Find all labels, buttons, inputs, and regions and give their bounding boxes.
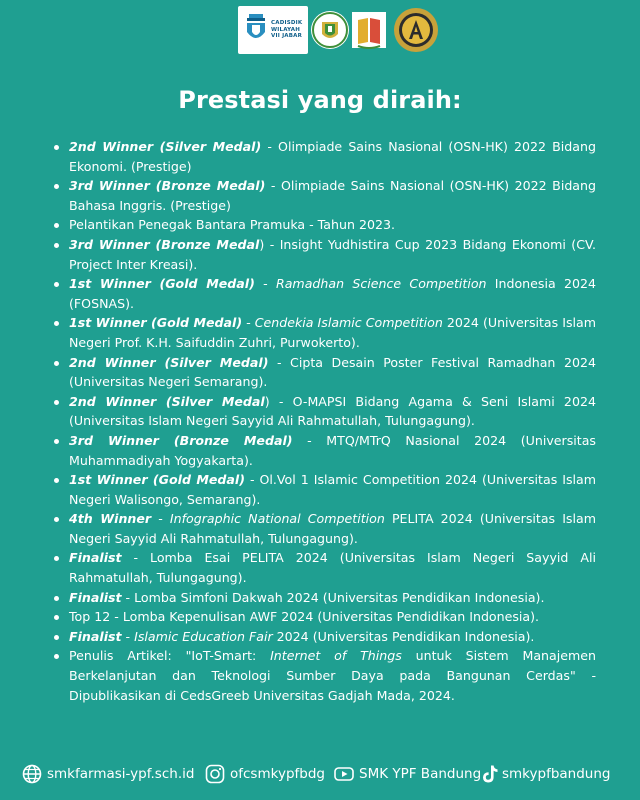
cadisdik-emblem-icon bbox=[244, 14, 268, 44]
list-item-text: Internet of Things bbox=[270, 648, 402, 664]
list-item bbox=[52, 588, 596, 608]
list-item bbox=[52, 274, 596, 313]
list-item-text: 2nd Winner (Silver Medal) bbox=[69, 354, 269, 370]
list-item bbox=[52, 627, 596, 647]
list-item-text: 3rd Winner (Bronze Medal) bbox=[69, 178, 266, 194]
list-item-text: Finalist bbox=[69, 589, 122, 605]
list-item-text: Cendekia Islamic Competition bbox=[254, 315, 443, 331]
youtube-text: SMK YPF Bandung bbox=[359, 766, 482, 782]
list-item-text: Infographic National Competition bbox=[169, 511, 385, 527]
list-item bbox=[52, 548, 596, 587]
youtube-icon bbox=[334, 764, 354, 784]
website-text: smkfarmasi-ypf.sch.id bbox=[47, 766, 195, 782]
list-item-text: ) - Insight Yudhistira Cup 2023 Bidang Ekonomi (CV. Project Inter Kreasi). bbox=[69, 236, 596, 272]
list-item-text: - bbox=[254, 276, 276, 292]
cadisdik-logo bbox=[244, 8, 304, 54]
list-item-text: 1st Winner (Gold Medal) bbox=[69, 315, 243, 331]
list-item-text: Finalist bbox=[69, 550, 122, 566]
tiktok-icon bbox=[480, 764, 500, 784]
page-title: Prestasi yang diraih: bbox=[178, 86, 462, 114]
globe-icon bbox=[22, 764, 42, 784]
list-item bbox=[52, 313, 596, 352]
list-item bbox=[52, 353, 596, 392]
instagram-icon bbox=[205, 764, 225, 784]
tiktok-text: smkypfbandung bbox=[502, 766, 611, 782]
instagram-text: ofcsmkypfbdg bbox=[230, 766, 325, 782]
website-link[interactable] bbox=[22, 762, 194, 786]
list-item-text: 1st Winner (Gold Medal) bbox=[69, 472, 245, 488]
list-item bbox=[52, 215, 596, 235]
instagram-link[interactable] bbox=[205, 762, 325, 786]
list-item-text: Islamic Education Fair bbox=[134, 628, 273, 644]
list-item-text: - Cipta Desain Poster Festival Ramadhan 2024 (Universitas Negeri Semarang). bbox=[69, 354, 596, 390]
list-item-text: Penulis Artikel: "IoT-Smart: bbox=[69, 648, 271, 664]
list-item-text: ) - O-MAPSI Bidang Agama & Seni Islami 2024 (Universitas Islam Negeri Sayyid Ali Rahmatullah, Tulungagung). bbox=[69, 393, 596, 429]
list-item-text: - MTQ/MTrQ Nasional 2024 (Universitas Muhammadiyah Yogyakarta). bbox=[69, 432, 596, 468]
list-item-text: 2024 (Universitas Pendidikan Indonesia). bbox=[272, 628, 535, 644]
list-item bbox=[52, 235, 596, 274]
list-item-text: 2024 (Universitas Islam Negeri Prof. K.H. Saifuddin Zuhri, Purwokerto). bbox=[69, 315, 597, 350]
accreditation-a-seal-icon bbox=[393, 6, 439, 54]
list-item bbox=[52, 509, 596, 548]
list-item bbox=[52, 646, 596, 705]
list-item bbox=[52, 137, 596, 176]
logo-strip bbox=[0, 6, 640, 58]
list-item-text: Finalist bbox=[69, 628, 122, 644]
book-logo-icon bbox=[350, 8, 388, 54]
list-item-text: 3rd Winner (Bronze Medal bbox=[69, 236, 260, 252]
list-item-text: 4th Winner bbox=[69, 511, 152, 527]
list-item-text: - Lomba Esai PELITA 2024 (Universitas Islam Negeri Sayyid Ali Rahmatullah, Tulungagung). bbox=[69, 550, 596, 586]
list-item-text: Pelantikan Penegak Bantara Pramuka - Tahun 2023. bbox=[69, 217, 396, 233]
list-item bbox=[52, 392, 596, 431]
list-item-text: Indonesia 2024 (FOSNAS). bbox=[69, 276, 597, 311]
list-item-text: Ramadhan Science Competition bbox=[275, 276, 487, 292]
list-item bbox=[52, 176, 596, 215]
tiktok-link[interactable] bbox=[480, 762, 610, 786]
list-item-text: Top 12 - Lomba Kepenulisan AWF 2024 (Universitas Pendidikan Indonesia). bbox=[69, 609, 540, 625]
school-crest-icon bbox=[310, 8, 350, 54]
list-item-text: 2nd Winner (Silver Medal bbox=[69, 393, 265, 409]
list-item-text: PELITA 2024 (Universitas Islam Negeri Sayyid Ali Rahmatullah, Tulungagung). bbox=[69, 511, 596, 546]
list-item-text: - Olimpiade Sains Nasional (OSN-HK) 2022 Bidang Bahasa Inggris. (Prestige) bbox=[69, 178, 597, 213]
list-item-text: untuk Sistem Manajemen Berkelanjutan dan Teknologi Sumber Daya pada Bangunan Cerdas" - Dipublikasikan di CedsGreeb Universitas Gadjah Mada, 2024. bbox=[69, 648, 596, 703]
footer-contacts bbox=[22, 762, 622, 786]
youtube-link[interactable] bbox=[334, 762, 481, 786]
cadisdik-logo-text: CADISDIK WILAYAH VII JABAR bbox=[271, 20, 303, 39]
list-item-text: 3rd Winner (Bronze Medal) bbox=[69, 432, 293, 448]
list-item-text: - bbox=[242, 315, 255, 331]
list-item-text: - Lomba Simfoni Dakwah 2024 (Universitas Pendidikan Indonesia). bbox=[121, 589, 545, 605]
list-item bbox=[52, 431, 596, 470]
list-item-text: 2nd Winner (Silver Medal) bbox=[69, 139, 262, 154]
list-item-text: - bbox=[121, 628, 135, 644]
list-item bbox=[52, 470, 596, 509]
list-item bbox=[52, 607, 596, 627]
list-item-text: - Ol.Vol 1 Islamic Competition 2024 (Universitas Islam Negeri Walisongo, Semarang). bbox=[69, 472, 596, 507]
list-item-text: - Olimpiade Sains Nasional (OSN-HK) 2022 Bidang Ekonomi. (Prestige) bbox=[69, 139, 596, 174]
list-item-text: 1st Winner (Gold Medal) bbox=[69, 276, 255, 292]
list-item-text: - bbox=[151, 511, 170, 527]
achievement-list bbox=[52, 137, 596, 705]
